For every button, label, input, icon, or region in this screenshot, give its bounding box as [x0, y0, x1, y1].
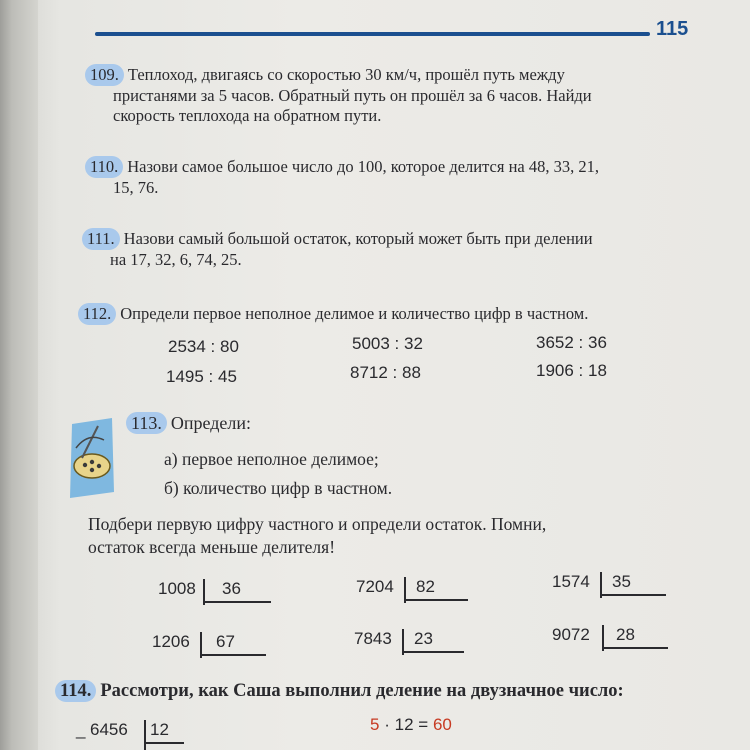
long-division: [158, 579, 241, 599]
task-112-number: 112.: [78, 303, 116, 325]
dividend: 6456: [90, 720, 128, 739]
task-114: [55, 680, 735, 702]
dividend: 7204: [356, 577, 394, 596]
task-112-text: Определи первое неполное делимое и количество цифр в частном.: [120, 304, 589, 323]
task-113-instr-line2: остаток всегда меньше делителя!: [88, 537, 336, 557]
divisor: 36: [222, 579, 241, 598]
dividend: 1206: [152, 632, 190, 651]
task-113-item-b: б) количество цифр в частном.: [164, 478, 393, 498]
task-110-number: 110.: [85, 156, 123, 178]
task-111: [82, 228, 702, 270]
task-109: [85, 64, 705, 126]
dividend: 7843: [354, 629, 392, 648]
task-110-line2: 15, 76.: [113, 178, 159, 197]
task-113-item-a: а) первое неполное делимое;: [164, 449, 379, 469]
long-division: [552, 625, 635, 645]
task-109-line3: скорость теплохода на обратном пути.: [113, 106, 382, 125]
task-109-line1: Теплоход, двигаясь со скоростью 30 км/ч, прошёл путь между: [127, 65, 565, 84]
factor: 5: [370, 715, 380, 734]
task-114-number: 114.: [55, 680, 96, 702]
task-111-line2: на 17, 32, 6, 74, 25.: [110, 250, 242, 269]
divisor: 35: [612, 572, 631, 591]
task-109-number: 109.: [85, 64, 124, 86]
product: 60: [432, 715, 452, 734]
long-division: [356, 577, 435, 597]
divisor: 28: [616, 625, 635, 644]
divisor: 82: [416, 577, 435, 596]
long-division: [354, 629, 433, 649]
task-110: [85, 156, 705, 198]
expression: 3652 : 36: [536, 333, 607, 352]
task-113: [126, 412, 726, 434]
divisor: 23: [414, 629, 433, 648]
task-113-instr-line1: Подбери первую цифру частного и определи остаток. Помни,: [88, 514, 547, 534]
task-110-line1: Назови самое большое число до 100, которое делится на 48, 33, 21,: [127, 157, 599, 176]
header-rule: [95, 32, 650, 36]
task-109-line2: пристанями за 5 часов. Обратный путь он прошёл за 6 часов. Найди: [113, 86, 592, 105]
task-111-number: 111.: [82, 228, 120, 250]
page-number: 115: [656, 18, 689, 40]
task-112: [78, 303, 718, 325]
task-114-text: Рассмотри, как Саша выполнил деление на двузначное число:: [100, 681, 624, 701]
task-113-title: Определи:: [170, 413, 251, 433]
sasha-computation: [370, 715, 452, 735]
expression: 8712 : 88: [350, 363, 421, 382]
divisor: 12: [150, 720, 169, 739]
expression: 5003 : 32: [352, 334, 423, 353]
multiply-sign: ·: [384, 715, 390, 734]
minus-sign: _: [76, 720, 86, 739]
expression: 1906 : 18: [536, 361, 607, 380]
task-113-instructions: [88, 513, 728, 559]
dividend: 1574: [552, 572, 590, 591]
task-113-number: 113.: [126, 412, 167, 434]
task-111-line1: Назови самый большой остаток, который может быть при делении: [123, 229, 593, 248]
page-binding-shadow: [0, 0, 38, 750]
equals-sign: =: [418, 715, 429, 734]
long-division: [552, 572, 631, 592]
expression: 1495 : 45: [166, 367, 237, 386]
dividend: 1008: [158, 579, 196, 598]
expression: 2534 : 80: [168, 337, 239, 356]
long-division-example: [76, 720, 169, 740]
factor: 12: [394, 715, 414, 734]
dividend: 9072: [552, 625, 590, 644]
divisor: 67: [216, 632, 235, 651]
tools-illustration-icon: [68, 418, 116, 498]
long-division: [152, 632, 235, 652]
